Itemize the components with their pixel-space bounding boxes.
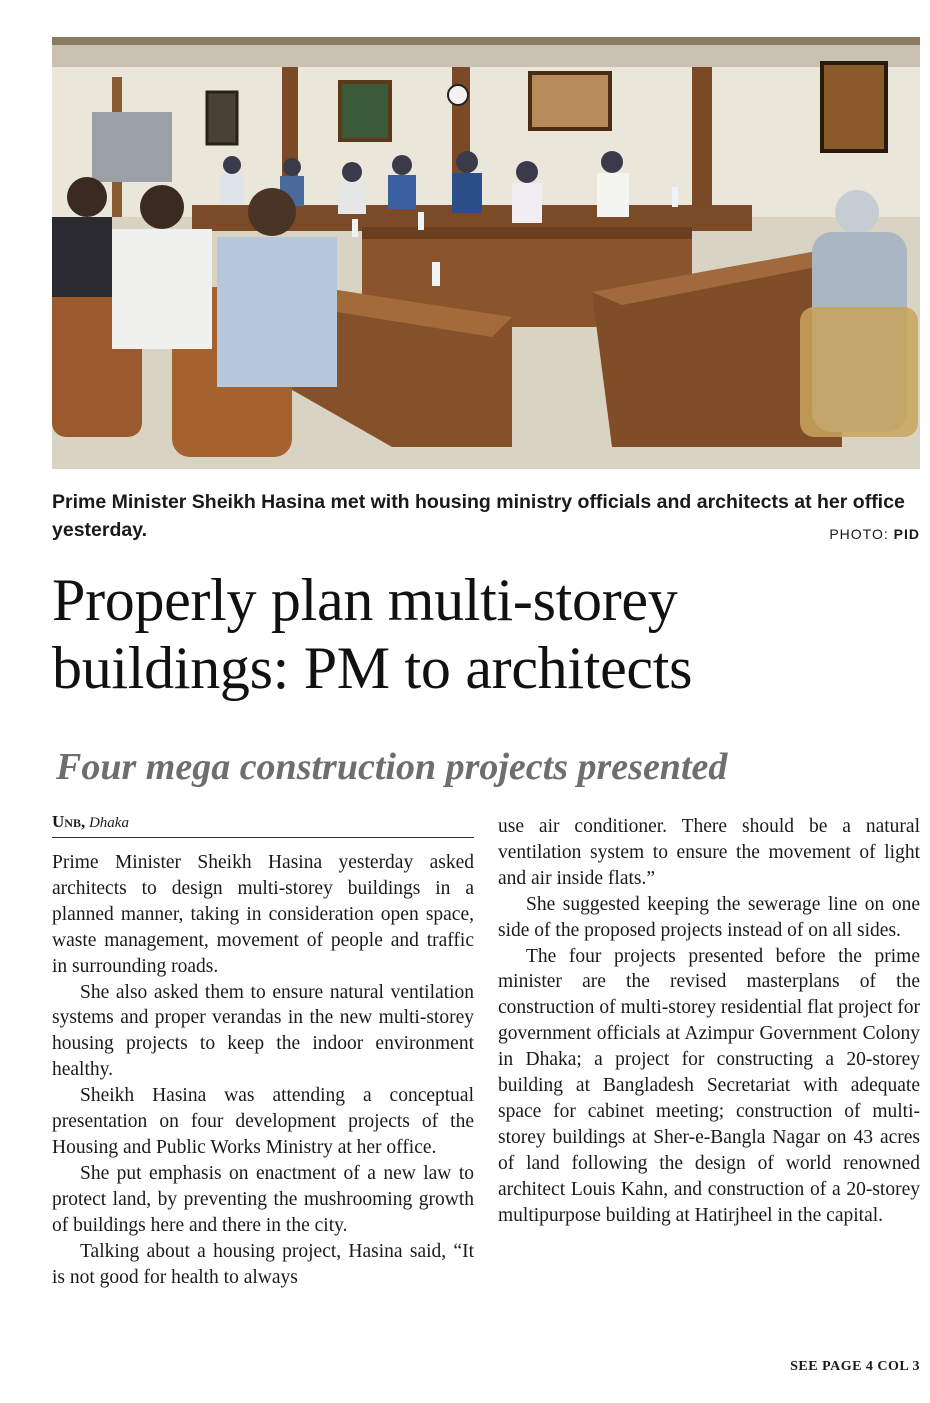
headline-line-2: buildings: PM to architects (52, 635, 693, 701)
meeting-room-photo (52, 37, 920, 469)
paragraph: Prime Minister Sheikh Hasina yesterday asked architects to design multi-storey buildings in a planned manner, taking in consideration open space, waste management, movement of people and traffic in surrounding roads. (52, 852, 474, 977)
byline-agency: Unb, (52, 812, 86, 831)
photo-credit (829, 526, 920, 542)
article-column-left (52, 850, 474, 1290)
byline-rule (52, 837, 474, 838)
paragraph: She suggested keeping the sewerage line on one side of the proposed projects instead of on all sides. (498, 893, 920, 941)
article-column-right (498, 814, 920, 1229)
photo-caption: Prime Minister Sheikh Hasina met with housing ministry officials and architects at her office yesterday. (52, 491, 905, 541)
credit-label: PHOTO: (829, 526, 889, 542)
paragraph: Sheikh Hasina was attending a conceptual presentation on four development projects of the Housing and Public Works Ministry at her office. (52, 1085, 474, 1158)
byline (52, 812, 129, 832)
paragraph: She put emphasis on enactment of a new law to protect land, by preventing the mushrooming growth of buildings here and there in the city. (52, 1162, 474, 1236)
paragraph: use air conditioner. There should be a natural ventilation system to ensure the movement of light and air inside flats.” (498, 816, 920, 889)
meeting-room-illustration (52, 37, 920, 469)
headline (52, 566, 927, 702)
paragraph: Talking about a housing project, Hasina said, “It is not good for health to always (52, 1240, 474, 1288)
credit-source: PID (893, 526, 920, 542)
subheadline: Four mega construction projects presented (56, 746, 728, 788)
byline-place: Dhaka (88, 815, 129, 831)
continuation-note: SEE PAGE 4 COL 3 (790, 1359, 920, 1374)
paragraph: She also asked them to ensure natural ventilation systems and proper verandas in the new multi-storey housing projects to keep the indoor environment healthy. (52, 981, 474, 1081)
headline-line-1: Properly plan multi-storey (52, 567, 678, 633)
paragraph: The four projects presented before the prime minister are the revised masterplans of the construction of multi-storey residential flat project for government officials at Azimpur Government Colony in Dhaka; a project for constructing a 20-storey building at Bangladesh Secretariat with adequate space for cabinet meeting; construction of multi-storey buildings at Sher-e-Bangla Nagar on 43 acres of land following the design of world renowned architect Louis Kahn, and construction of a 20-storey multipurpose building at Hatirjheel in the capital. (498, 945, 920, 1226)
